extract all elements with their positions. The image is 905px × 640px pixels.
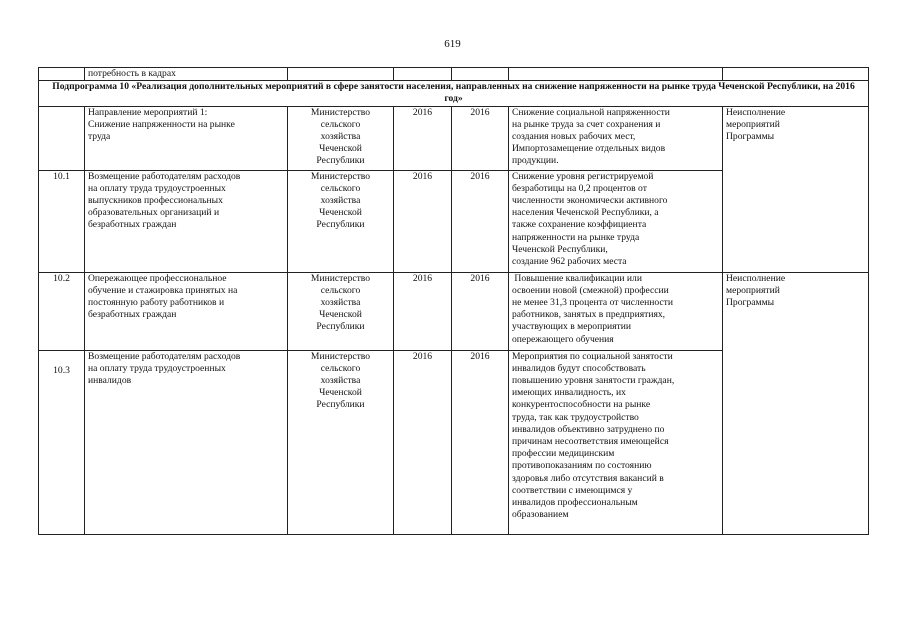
executor: Министерство сельского хозяйства Чеченской Республики bbox=[288, 272, 394, 350]
row-number bbox=[39, 106, 85, 170]
start-year: 2016 bbox=[394, 170, 452, 272]
carryover-row bbox=[39, 68, 869, 81]
row-number: 10.1 bbox=[39, 170, 85, 272]
start-year: 2016 bbox=[394, 350, 452, 534]
expected-result: Снижение социальной напряженности на рынке труда за счет сохранения и создания новых рабочих мест, Импортозамещение отдельных видов продукции. bbox=[509, 106, 723, 170]
executor: Министерство сельского хозяйства Чеченской Республики bbox=[288, 350, 394, 534]
page-number: 619 bbox=[444, 38, 461, 50]
start-year: 2016 bbox=[394, 106, 452, 170]
expected-result: Мероприятия по социальной занятости инвалидов будут способствовать повышению уровня занятости граждан, имеющих инвалидность, их конкурентоспособности на рынке труда, так как трудоустройство инвалидов объективно затруднено по причинам несоответствия имеющейся профессии медицинским противопоказаниям по состоянию здоровья либо отсутствия вакансий в соответствии с имеющимся у инвалидов профессиональным образованием bbox=[509, 350, 723, 534]
end-year: 2016 bbox=[452, 272, 509, 350]
row-number: 10.2 bbox=[39, 272, 85, 350]
expected-result: Снижение уровня регистрируемой безработицы на 0,2 процентов от численности экономически активного населения Чеченской Республики, а также сохранение коэффициента напряженности на рынке труда Чеченской Республики, создание 962 рабочих места bbox=[509, 170, 723, 272]
executor: Министерство сельского хозяйства Чеченской Республики bbox=[288, 106, 394, 170]
expected-result: Повышение квалификации или освоении новой (смежной) профессии не менее 31,3 процента от численности работников, занятых в предприятиях, участвующих в мероприятии опережающего обучения bbox=[509, 272, 723, 350]
table-row bbox=[39, 106, 869, 170]
measure-name: Возмещение работодателям расходов на оплату труда трудоустроенных инвалидов bbox=[85, 350, 288, 534]
start-year: 2016 bbox=[394, 272, 452, 350]
non-fulfillment-consequence: Неисполнение мероприятий Программы bbox=[723, 272, 869, 534]
non-fulfillment-consequence: Неисполнение мероприятий Программы bbox=[723, 106, 869, 272]
row-number: 10.3 bbox=[39, 350, 85, 534]
program-table bbox=[38, 67, 869, 535]
measure-name: Направление мероприятий 1: Снижение напряженности на рынке труда bbox=[85, 106, 288, 170]
carryover-text-cell: потребность в кадрах bbox=[85, 68, 288, 81]
measure-name: Опережающее профессиональное обучение и стажировка принятых на постоянную работу работников и безработных граждан bbox=[85, 272, 288, 350]
end-year: 2016 bbox=[452, 350, 509, 534]
carryover-num-cell bbox=[39, 68, 85, 81]
executor: Министерство сельского хозяйства Чеченской Республики bbox=[288, 170, 394, 272]
measure-name: Возмещение работодателям расходов на оплату труда трудоустроенных выпускников профессиональных образовательных организаций и безработных граждан bbox=[85, 170, 288, 272]
end-year: 2016 bbox=[452, 106, 509, 170]
section-header-row bbox=[39, 81, 869, 106]
section-header: Подпрограмма 10 «Реализация дополнительных мероприятий в сфере занятости населения, направленных на снижение напряженности на рынке труда Чеченской Республики, на 2016 год» bbox=[39, 81, 869, 106]
table-row bbox=[39, 272, 869, 350]
end-year: 2016 bbox=[452, 170, 509, 272]
